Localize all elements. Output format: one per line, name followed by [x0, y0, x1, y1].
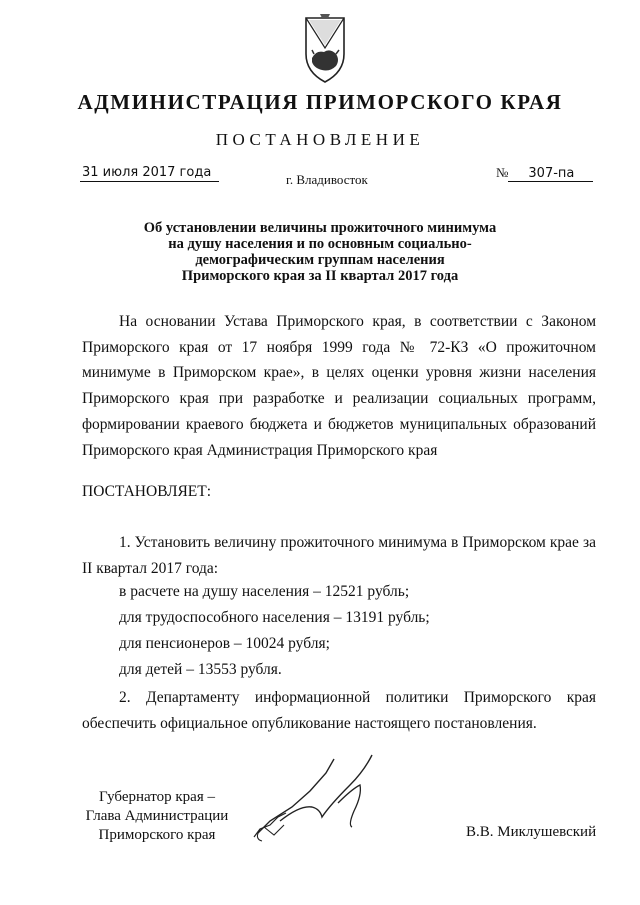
list-item: для трудоспособного населения – 13191 рубль; — [119, 609, 430, 626]
document-type: ПОСТАНОВЛЕНИЕ — [215, 130, 425, 149]
document-number-block — [496, 165, 593, 182]
document-number: 307-па — [508, 166, 593, 182]
number-sign: № — [496, 165, 509, 180]
position-line: Губернатор края – — [99, 789, 215, 805]
clause-2: 2. Департаменту информационной политики Приморского края обеспечить официальное опубликование настоящего постановления. — [82, 689, 596, 732]
document-title — [0, 220, 640, 284]
list-item: для пенсионеров – 10024 рубля; — [119, 635, 330, 652]
signatory-position — [82, 788, 232, 845]
document-city: г. Владивосток — [286, 172, 368, 187]
clause-1: 1. Установить величину прожиточного минимума в Приморском крае за II квартал 2017 года: — [82, 534, 596, 577]
title-line: демографическим группам населения — [195, 252, 445, 268]
title-line: Приморского края за II квартал 2017 года — [181, 268, 459, 284]
list-item: в расчете на душу населения – 12521 рубль; — [119, 583, 410, 600]
document-date: 31 июля 2017 года — [80, 165, 219, 182]
handwritten-signature — [240, 745, 390, 855]
preamble-paragraph: На основании Устава Приморского края, в соответствии с Законом Приморского края от 17 ноября 1999 года № 72-КЗ «О прожиточном минимуме в Приморском крае», в целях оценки уровня жизни населения Приморского края при разработке и реализации социальных программ, формировании краевого бюджета и бюджетов муниципальных образований Приморского края Администрация Приморского края — [82, 313, 596, 459]
title-line: на душу населения и по основным социально- — [168, 236, 472, 252]
title-line: Об установлении величины прожиточного минимума — [143, 220, 497, 236]
signer-name: В.В. Миклушевский — [466, 824, 597, 840]
position-line: Глава Администрации — [85, 808, 229, 824]
organization-name: АДМИНИСТРАЦИЯ ПРИМОРСКОГО КРАЯ — [77, 90, 563, 114]
coat-of-arms-emblem — [300, 14, 350, 86]
list-item: для детей – 13553 рубля. — [119, 661, 282, 678]
position-line: Приморского края — [98, 827, 216, 843]
decree-word: ПОСТАНОВЛЯЕТ: — [82, 483, 212, 500]
